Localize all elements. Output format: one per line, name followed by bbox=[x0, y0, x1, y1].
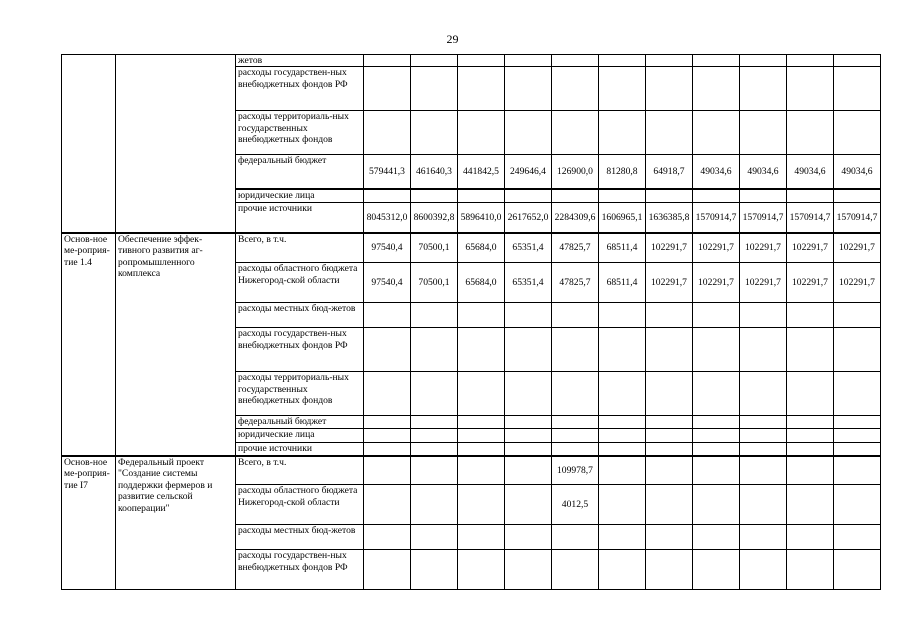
value-cell: 1570914,7 bbox=[693, 203, 740, 233]
value-cell bbox=[740, 429, 787, 443]
funding-source-cell: Всего, в т.ч. bbox=[236, 456, 364, 485]
value-cell: 102291,7 bbox=[740, 263, 787, 303]
value-cell bbox=[411, 111, 458, 155]
value-cell: 49034,6 bbox=[787, 155, 834, 189]
value-cell bbox=[646, 550, 693, 590]
value-cell bbox=[693, 303, 740, 328]
value-cell bbox=[693, 372, 740, 416]
value-cell: 97540,4 bbox=[364, 263, 411, 303]
funding-source-cell: расходы областного бюджета Нижегород-ской области bbox=[236, 263, 364, 303]
value-cell bbox=[505, 416, 552, 429]
value-cell bbox=[740, 303, 787, 328]
value-cell bbox=[364, 456, 411, 485]
value-cell bbox=[364, 303, 411, 328]
funding-source-cell: расходы областного бюджета Нижегород-ской области bbox=[236, 485, 364, 525]
value-cell bbox=[458, 189, 505, 203]
value-cell bbox=[834, 189, 881, 203]
value-cell bbox=[411, 485, 458, 525]
value-cell bbox=[787, 372, 834, 416]
value-cell bbox=[552, 550, 599, 590]
value-cell: 109978,7 bbox=[552, 456, 599, 485]
value-cell: 64918,7 bbox=[646, 155, 693, 189]
value-cell bbox=[552, 67, 599, 111]
value-cell bbox=[411, 67, 458, 111]
funding-source-cell: Всего, в т.ч. bbox=[236, 233, 364, 263]
measure-name-cell bbox=[116, 55, 236, 233]
funding-source-cell: расходы местных бюд-жетов bbox=[236, 525, 364, 550]
value-cell bbox=[646, 525, 693, 550]
value-cell bbox=[646, 485, 693, 525]
value-cell bbox=[599, 303, 646, 328]
value-cell bbox=[787, 111, 834, 155]
value-cell bbox=[693, 189, 740, 203]
value-cell bbox=[364, 416, 411, 429]
value-cell bbox=[552, 372, 599, 416]
value-cell: 102291,7 bbox=[787, 263, 834, 303]
value-cell: 102291,7 bbox=[646, 263, 693, 303]
value-cell bbox=[740, 55, 787, 67]
page-number: 29 bbox=[446, 32, 459, 46]
value-cell: 1570914,7 bbox=[740, 203, 787, 233]
value-cell: 70500,1 bbox=[411, 233, 458, 263]
value-cell: 47825,7 bbox=[552, 263, 599, 303]
value-cell bbox=[364, 189, 411, 203]
value-cell: 68511,4 bbox=[599, 263, 646, 303]
value-cell bbox=[505, 189, 552, 203]
value-cell bbox=[693, 67, 740, 111]
table-row bbox=[62, 55, 881, 67]
value-cell bbox=[364, 485, 411, 525]
value-cell bbox=[505, 67, 552, 111]
value-cell bbox=[552, 189, 599, 203]
value-cell: 1570914,7 bbox=[834, 203, 881, 233]
value-cell bbox=[740, 525, 787, 550]
value-cell bbox=[646, 456, 693, 485]
funding-source-cell: расходы государствен-ных внебюджетных фондов РФ bbox=[236, 550, 364, 590]
value-cell bbox=[787, 189, 834, 203]
value-cell bbox=[693, 456, 740, 485]
financing-table bbox=[61, 54, 881, 590]
table-row bbox=[62, 456, 881, 485]
value-cell: 2284309,6 bbox=[552, 203, 599, 233]
value-cell bbox=[787, 328, 834, 372]
value-cell bbox=[411, 550, 458, 590]
value-cell bbox=[599, 67, 646, 111]
value-cell bbox=[599, 416, 646, 429]
value-cell bbox=[646, 303, 693, 328]
value-cell bbox=[411, 456, 458, 485]
value-cell bbox=[364, 372, 411, 416]
value-cell bbox=[364, 328, 411, 372]
value-cell bbox=[599, 55, 646, 67]
value-cell bbox=[646, 328, 693, 372]
table-row bbox=[62, 233, 881, 263]
value-cell bbox=[505, 485, 552, 525]
value-cell bbox=[834, 456, 881, 485]
table-body bbox=[62, 55, 881, 590]
value-cell bbox=[740, 443, 787, 456]
value-cell bbox=[411, 416, 458, 429]
value-cell bbox=[834, 67, 881, 111]
value-cell bbox=[740, 67, 787, 111]
value-cell bbox=[834, 416, 881, 429]
funding-source-cell: расходы государствен-ных внебюджетных фондов РФ bbox=[236, 67, 364, 111]
value-cell: 65684,0 bbox=[458, 263, 505, 303]
value-cell bbox=[599, 525, 646, 550]
value-cell bbox=[458, 456, 505, 485]
funding-source-cell: прочие источники bbox=[236, 203, 364, 233]
value-cell bbox=[740, 111, 787, 155]
value-cell bbox=[364, 550, 411, 590]
value-cell: 8045312,0 bbox=[364, 203, 411, 233]
value-cell bbox=[458, 429, 505, 443]
value-cell bbox=[646, 111, 693, 155]
measure-number-cell bbox=[62, 55, 116, 233]
value-cell: 126900,0 bbox=[552, 155, 599, 189]
funding-source-cell: жетов bbox=[236, 55, 364, 67]
value-cell bbox=[505, 429, 552, 443]
value-cell bbox=[505, 456, 552, 485]
value-cell bbox=[740, 550, 787, 590]
value-cell bbox=[693, 111, 740, 155]
value-cell bbox=[787, 443, 834, 456]
value-cell: 65351,4 bbox=[505, 263, 552, 303]
value-cell bbox=[411, 429, 458, 443]
value-cell bbox=[411, 443, 458, 456]
value-cell bbox=[458, 111, 505, 155]
value-cell bbox=[599, 443, 646, 456]
value-cell bbox=[646, 189, 693, 203]
value-cell bbox=[646, 416, 693, 429]
value-cell bbox=[411, 525, 458, 550]
value-cell bbox=[552, 429, 599, 443]
value-cell: 4012,5 bbox=[552, 485, 599, 525]
value-cell: 1570914,7 bbox=[787, 203, 834, 233]
value-cell bbox=[552, 525, 599, 550]
value-cell: 441842,5 bbox=[458, 155, 505, 189]
value-cell bbox=[787, 456, 834, 485]
value-cell bbox=[787, 429, 834, 443]
value-cell: 102291,7 bbox=[646, 233, 693, 263]
value-cell bbox=[505, 550, 552, 590]
value-cell bbox=[364, 429, 411, 443]
value-cell: 8600392,8 bbox=[411, 203, 458, 233]
value-cell bbox=[505, 443, 552, 456]
value-cell bbox=[599, 456, 646, 485]
value-cell: 65684,0 bbox=[458, 233, 505, 263]
value-cell bbox=[693, 443, 740, 456]
funding-source-cell: прочие источники bbox=[236, 443, 364, 456]
value-cell bbox=[787, 485, 834, 525]
value-cell bbox=[787, 550, 834, 590]
value-cell bbox=[364, 525, 411, 550]
measure-name-cell: Федеральный проект "Создание системы поддержки фермеров и развитие сельской кооперации" bbox=[116, 456, 236, 590]
value-cell bbox=[834, 55, 881, 67]
value-cell bbox=[834, 429, 881, 443]
value-cell bbox=[693, 525, 740, 550]
measure-name-cell: Обеспечение эффек-тивного развития аг-ропромышленного комплекса bbox=[116, 233, 236, 456]
funding-source-cell: расходы территориаль-ных государственных внебюджетных фондов bbox=[236, 111, 364, 155]
funding-source-cell: федеральный бюджет bbox=[236, 155, 364, 189]
funding-source-cell: расходы государствен-ных внебюджетных фондов РФ bbox=[236, 328, 364, 372]
value-cell bbox=[646, 67, 693, 111]
value-cell bbox=[787, 416, 834, 429]
value-cell: 68511,4 bbox=[599, 233, 646, 263]
value-cell bbox=[740, 456, 787, 485]
value-cell bbox=[834, 328, 881, 372]
value-cell bbox=[552, 443, 599, 456]
value-cell: 461640,3 bbox=[411, 155, 458, 189]
value-cell bbox=[411, 189, 458, 203]
value-cell bbox=[505, 303, 552, 328]
value-cell bbox=[693, 550, 740, 590]
value-cell: 1606965,1 bbox=[599, 203, 646, 233]
value-cell bbox=[646, 55, 693, 67]
measure-number-cell: Основ-ное ме-роприя-тие I7 bbox=[62, 456, 116, 590]
value-cell: 102291,7 bbox=[693, 263, 740, 303]
value-cell: 5896410,0 bbox=[458, 203, 505, 233]
value-cell bbox=[740, 416, 787, 429]
value-cell bbox=[505, 55, 552, 67]
value-cell bbox=[740, 189, 787, 203]
value-cell: 49034,6 bbox=[834, 155, 881, 189]
value-cell bbox=[787, 67, 834, 111]
value-cell bbox=[693, 429, 740, 443]
value-cell bbox=[834, 111, 881, 155]
value-cell bbox=[552, 416, 599, 429]
value-cell: 70500,1 bbox=[411, 263, 458, 303]
value-cell bbox=[458, 67, 505, 111]
value-cell bbox=[693, 416, 740, 429]
value-cell bbox=[458, 416, 505, 429]
value-cell bbox=[411, 372, 458, 416]
value-cell bbox=[740, 372, 787, 416]
value-cell bbox=[505, 111, 552, 155]
value-cell bbox=[740, 485, 787, 525]
value-cell bbox=[364, 55, 411, 67]
value-cell bbox=[599, 328, 646, 372]
value-cell: 49034,6 bbox=[693, 155, 740, 189]
value-cell bbox=[740, 328, 787, 372]
value-cell: 1636385,8 bbox=[646, 203, 693, 233]
value-cell: 579441,3 bbox=[364, 155, 411, 189]
funding-source-cell: федеральный бюджет bbox=[236, 416, 364, 429]
funding-source-cell: расходы территориаль-ных государственных внебюджетных фондов bbox=[236, 372, 364, 416]
value-cell bbox=[552, 328, 599, 372]
value-cell bbox=[599, 485, 646, 525]
funding-source-cell: юридические лица bbox=[236, 429, 364, 443]
value-cell bbox=[834, 550, 881, 590]
value-cell bbox=[505, 328, 552, 372]
value-cell bbox=[364, 67, 411, 111]
value-cell bbox=[834, 443, 881, 456]
value-cell bbox=[364, 443, 411, 456]
value-cell: 97540,4 bbox=[364, 233, 411, 263]
value-cell bbox=[411, 328, 458, 372]
value-cell bbox=[552, 55, 599, 67]
value-cell bbox=[599, 550, 646, 590]
value-cell bbox=[458, 372, 505, 416]
value-cell: 102291,7 bbox=[834, 233, 881, 263]
funding-source-cell: юридические лица bbox=[236, 189, 364, 203]
measure-number-cell: Основ-ное ме-роприя-тие 1.4 bbox=[62, 233, 116, 456]
funding-source-cell: расходы местных бюд-жетов bbox=[236, 303, 364, 328]
value-cell bbox=[787, 525, 834, 550]
value-cell bbox=[364, 111, 411, 155]
value-cell bbox=[693, 485, 740, 525]
value-cell bbox=[834, 303, 881, 328]
value-cell: 249646,4 bbox=[505, 155, 552, 189]
value-cell: 102291,7 bbox=[693, 233, 740, 263]
value-cell bbox=[599, 189, 646, 203]
value-cell bbox=[646, 372, 693, 416]
value-cell: 102291,7 bbox=[787, 233, 834, 263]
value-cell bbox=[599, 111, 646, 155]
value-cell bbox=[599, 372, 646, 416]
value-cell: 81280,8 bbox=[599, 155, 646, 189]
value-cell bbox=[834, 525, 881, 550]
value-cell bbox=[787, 303, 834, 328]
value-cell bbox=[693, 328, 740, 372]
value-cell bbox=[646, 429, 693, 443]
value-cell: 102291,7 bbox=[834, 263, 881, 303]
value-cell bbox=[505, 525, 552, 550]
value-cell bbox=[505, 372, 552, 416]
value-cell bbox=[834, 485, 881, 525]
value-cell: 65351,4 bbox=[505, 233, 552, 263]
value-cell bbox=[787, 55, 834, 67]
value-cell: 49034,6 bbox=[740, 155, 787, 189]
value-cell: 102291,7 bbox=[740, 233, 787, 263]
value-cell: 47825,7 bbox=[552, 233, 599, 263]
value-cell bbox=[458, 485, 505, 525]
value-cell bbox=[411, 55, 458, 67]
value-cell bbox=[411, 303, 458, 328]
value-cell bbox=[458, 443, 505, 456]
value-cell bbox=[458, 55, 505, 67]
value-cell bbox=[458, 328, 505, 372]
value-cell bbox=[693, 55, 740, 67]
value-cell bbox=[646, 443, 693, 456]
value-cell bbox=[458, 303, 505, 328]
value-cell bbox=[834, 372, 881, 416]
value-cell bbox=[458, 525, 505, 550]
value-cell: 2617652,0 bbox=[505, 203, 552, 233]
value-cell bbox=[552, 111, 599, 155]
value-cell bbox=[552, 303, 599, 328]
value-cell bbox=[599, 429, 646, 443]
value-cell bbox=[458, 550, 505, 590]
